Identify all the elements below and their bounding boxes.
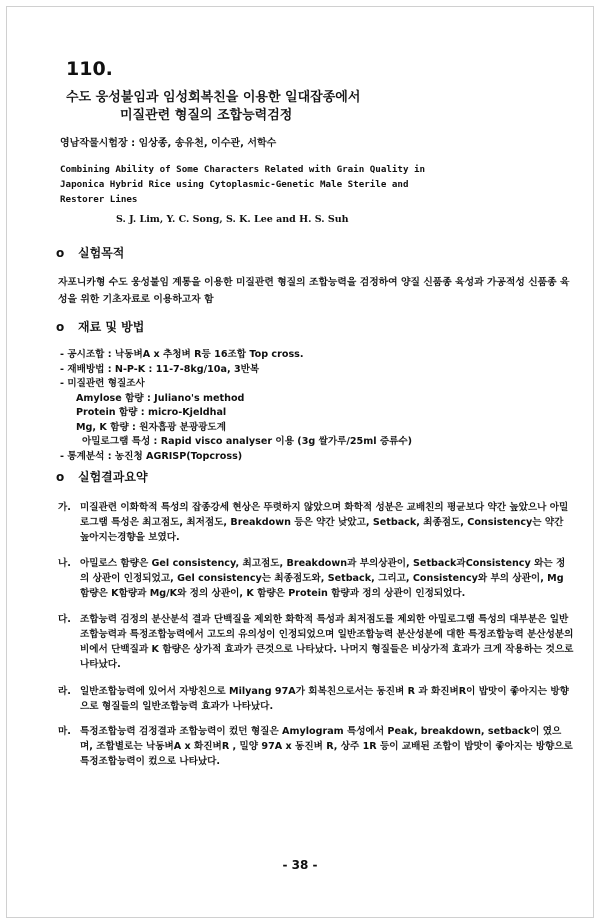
korean-title-line-2: 미질관련 형질의 조합능력검정 (120, 108, 293, 123)
result-item (58, 724, 574, 769)
objective-text: 자포니카형 수도 웅성불임 계통을 이용한 미질관련 형질의 조합능력을 검정하여 양질 신품종 육성과 가공적성 신품종 육성을 위한 기초자료로 이용하고자 함 (58, 277, 570, 305)
result-text: 특정조합능력 검정결과 조합능력이 컸던 형질은 Amylogram 특성에서 Peak, breakdown, setback이 였으며, 조합별로는 낙동벼A x 화진벼R , 밀양 97A x 동진벼 R, 상주 1R 등이 교배된 조합이 밥맛이 좋아지는 방향으로 특정조합능력이 컸으로 나타났다. (80, 726, 573, 767)
result-item (58, 556, 574, 601)
result-marker: 마. (58, 726, 71, 737)
methods-subitem: 아밀로그램 특성 : Rapid visco analyser 이용 (3g 쌀가루/25ml 증류수) (82, 436, 413, 447)
result-item (58, 612, 574, 672)
result-text: 미질관련 이화학적 특성의 잡종강세 현상은 뚜렷하지 않았으며 화학적 성분은 교배친의 평균보다 약간 높았으나 아밀로그램 특성은 최고점도, 최저점도, Breakdown 등은 약간 낮았고, Setback, 최종점도, Consistency는 약간 높아지는경향을 보였다. (80, 502, 569, 543)
methods-item: - 통계분석 : 농진청 AGRISP(Topcross) (60, 450, 243, 462)
korean-title-line-1: 수도 웅성불임과 임성회복친을 이용한 일대잡종에서 (66, 90, 361, 105)
objective-heading-text: 실험목적 (78, 246, 125, 260)
english-authors: S. J. Lim, Y. C. Song, S. K. Lee and H. S. Suh (116, 214, 349, 225)
results-heading (56, 468, 148, 485)
methods-subitem: Amylose 함량 : Juliano's method (76, 392, 245, 404)
result-item (58, 684, 574, 714)
methods-list (60, 348, 412, 464)
english-title (60, 162, 530, 207)
result-marker: 가. (58, 502, 71, 513)
section-bullet-icon: o (56, 320, 65, 334)
results-heading-text: 실험결과요약 (78, 470, 148, 484)
result-marker: 나. (58, 558, 71, 569)
methods-item: - 미질관련 형질조사 (60, 378, 145, 389)
methods-item: - 재배방법 : N-P-K : 11-7-8kg/10a, 3반복 (60, 363, 260, 375)
methods-subitem: Mg, K 함량 : 원자흡광 분광광도계 (76, 421, 226, 433)
methods-item: - 공시조합 : 낙동벼A x 추청벼 R등 16조합 Top cross. (60, 349, 304, 360)
affiliation-authors: 영남작물시험장 : 임상종, 송유천, 이수관, 서학수 (60, 138, 277, 149)
result-text: 일반조합능력에 있어서 자방친으로 Milyang 97A가 회복친으로서는 동진벼 R 과 화진벼R이 밥맛이 좋아지는 방향으로 형질들의 일반조합능력 효과가 나타났다. (80, 686, 569, 712)
objective-heading (56, 244, 124, 261)
result-item (58, 500, 574, 545)
section-bullet-icon: o (56, 246, 65, 260)
result-marker: 라. (58, 686, 71, 697)
section-bullet-icon: o (56, 470, 65, 484)
result-text: 아밀로스 함량은 Gel consistency, 최고점도, Breakdown과 부의상관이, Setback과Consistency 와는 정의 상관이 인정되었고, Gel consistency는 최종점도와, Setback, 그리고, Consistency와 부의 상관이, Mg 함량은 K함량과 Mg/K와 정의 상관이, K 함량은 Protein 함량과 정의 상관이 인정되었다. (80, 558, 566, 599)
result-marker: 다. (58, 614, 71, 625)
page-number: - 38 - (282, 858, 318, 872)
methods-subitem: Protein 함량 : micro-Kjeldhal (76, 407, 227, 418)
methods-heading (56, 318, 144, 335)
methods-heading-text: 재료 및 방법 (78, 320, 145, 334)
english-title-line: Combining Ability of Some Characters Related with Grain Quality in (60, 164, 426, 175)
english-title-line: Japonica Hybrid Rice using Cytoplasmic-Genetic Male Sterile and (60, 179, 409, 190)
paper-number: 110. (66, 58, 113, 80)
result-text: 조합능력 검정의 분산분석 결과 단백질을 제외한 화학적 특성과 최저점도를 제외한 아밀로그램 특성의 대부분은 일반조합능력과 특정조합능력에서 고도의 유의성이 인정되었으며 일반조합능력 분산성분에 대한 특정조합능력 분산성분의 비에서 단백질과 K 함량은 상가적 효과가 큰것으로 나타났다. 나머지 형질들은 비상가적 효과가 크게 작용하는 것으로 나타났다. (80, 614, 574, 670)
english-title-line: Restorer Lines (60, 194, 138, 205)
